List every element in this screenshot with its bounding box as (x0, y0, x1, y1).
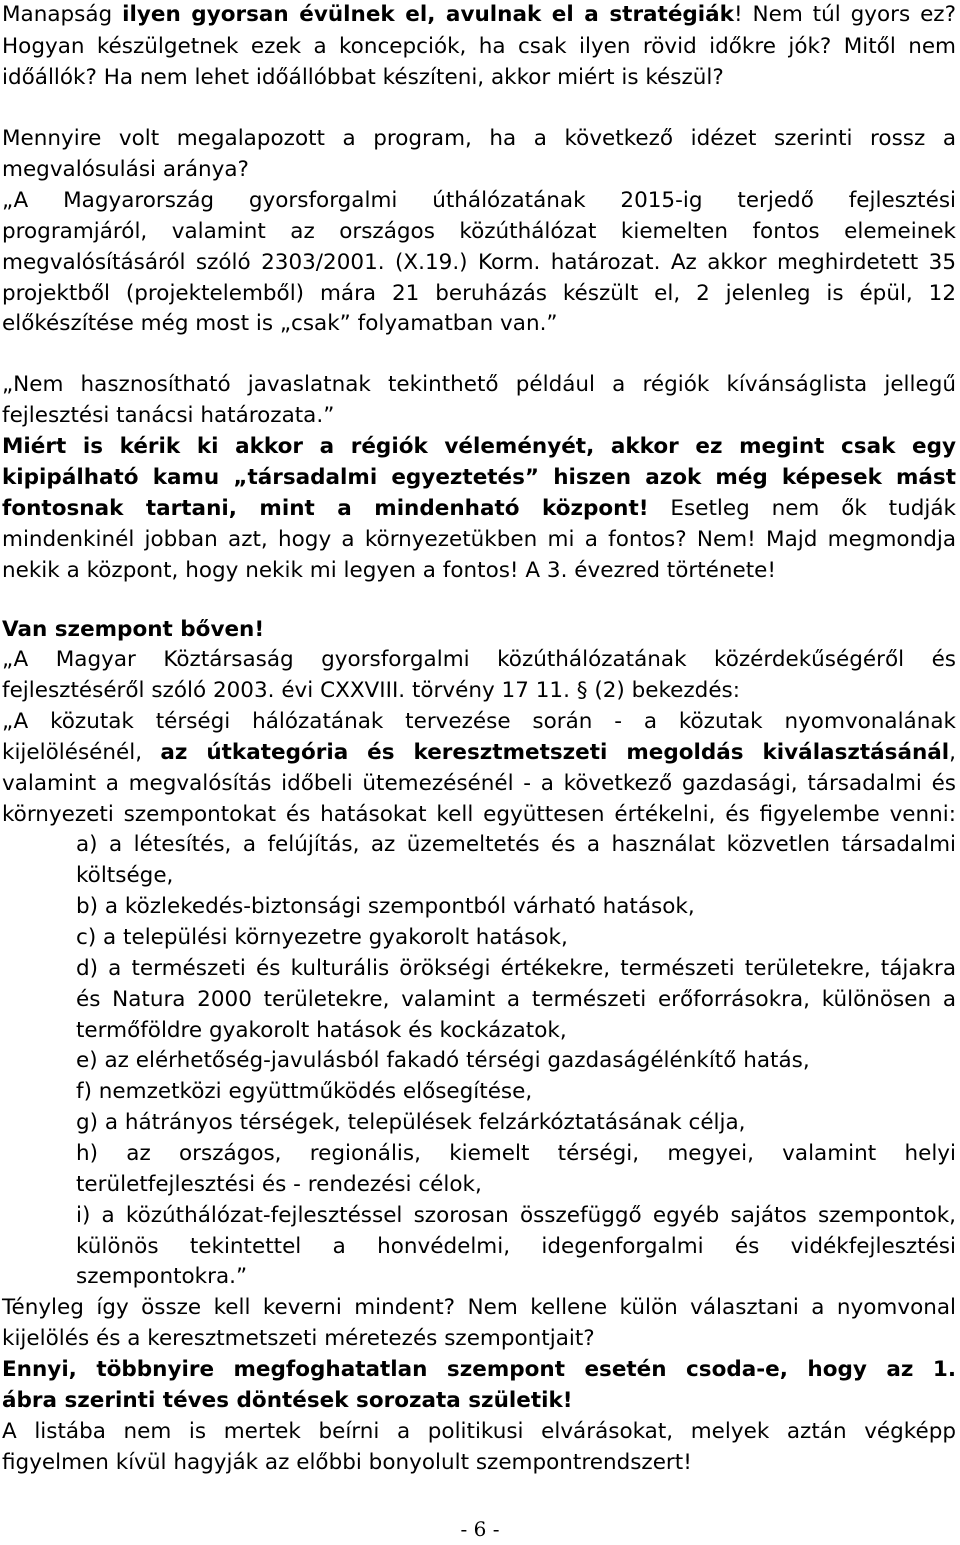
text-line (2, 463, 956, 493)
text-run: g) a hátrányos térségek, települések felzárkóztatásának célja, (76, 1110, 746, 1135)
text-line (2, 63, 956, 93)
bold-text: az útkategória és keresztmetszeti megoldás kiválasztásánál (160, 740, 950, 765)
list-item (76, 1262, 956, 1292)
text-line (2, 432, 956, 462)
text-run: fejlesztési tanácsi határozata.” (2, 403, 335, 428)
text-run: Manapság (2, 2, 123, 27)
text-line (2, 248, 956, 278)
list-item (76, 830, 956, 860)
section-heading (2, 615, 956, 645)
text-run: projektből (projektelemből) mára 21 beruházás készült el, 2 jelenleg is épül, 12 (2, 281, 956, 306)
text-line (2, 186, 956, 216)
text-run: különös tekintettel a honvédelmi, idegenforgalmi és vidékfejlesztési (76, 1234, 956, 1259)
bold-text: Miért is kérik ki akkor a régiók véleményét, akkor ez megint csak egy (2, 434, 956, 459)
text-run: megvalósulási aránya? (2, 157, 249, 182)
text-line (2, 124, 956, 154)
text-line (2, 525, 956, 555)
text-run: fejlesztéséről szóló 2003. évi CXXVIII. törvény 17 11. § (2) bekezdés: (2, 678, 741, 703)
list-item (76, 1232, 956, 1262)
text-line (2, 1324, 956, 1354)
list-item (76, 1077, 956, 1107)
text-run: b) a közlekedés-biztonsági szempontból várható hatások, (76, 894, 695, 919)
text-run: kijelölésénél, (2, 740, 161, 765)
text-run: e) az elérhetőség-javulásból fakadó térségi gazdaságélénkítő hatás, (76, 1048, 810, 1073)
text-run: figyelmen kívül hagyják az előbbi bonyolult szempontrendszert! (2, 1450, 692, 1475)
page-number: - 6 - (460, 1517, 500, 1541)
text-line (2, 676, 956, 706)
text-line (2, 401, 956, 431)
bold-text: ilyen gyorsan évülnek el, avulnak el a stratégiák (122, 2, 734, 27)
text-line (2, 769, 956, 799)
text-run: i) a közúthálózat-fejlesztéssel szorosan összefüggő egyéb sajátos szempontok, (76, 1203, 956, 1228)
text-line (2, 0, 956, 30)
text-line (2, 1417, 956, 1447)
text-run: „A közutak térségi hálózatának tervezése során - a közutak nyomvonalának (2, 709, 956, 734)
text-line (2, 556, 956, 586)
text-run: kijelölés és a keresztmetszeti méretezés szempontjait? (2, 1326, 595, 1351)
text-run: költsége, (76, 863, 174, 888)
bold-text: fontosnak tartani, mint a mindenható központ! (2, 496, 649, 521)
text-run: valamint a megvalósítás időbeli ütemezésénél - a következő gazdasági, társadalmi és (2, 771, 956, 796)
text-run: programjáról, valamint az országos közúthálózat kiemelten fontos elemeinek (2, 219, 956, 244)
bold-text: ábra szerinti téves döntések sorozata születik! (2, 1388, 573, 1413)
list-item (76, 954, 956, 984)
text-line (2, 370, 956, 400)
text-run: A listába nem is mertek beírni a politikusi elvárásokat, melyek aztán végképp (2, 1419, 956, 1444)
text-run: „Nem hasznosítható javaslatnak tekinthető például a régiók kívánságlista jellegű (2, 372, 956, 397)
text-line (2, 309, 956, 339)
text-run: nekik a központ, hogy nekik mi legyen a fontos! A 3. évezred története! (2, 558, 777, 583)
text-line (2, 738, 956, 768)
text-line (2, 494, 956, 524)
text-line (2, 800, 956, 830)
text-run: időállók? Ha nem lehet időállóbbat készíteni, akkor miért is készül? (2, 65, 724, 90)
list-item (76, 985, 956, 1015)
text-run: a) a létesítés, a felújítás, az üzemeltetés és a használat közvetlen társadalmi (76, 832, 956, 857)
list-item (76, 892, 956, 922)
text-run: és Natura 2000 területekre, valamint a természeti erőforrásokra, különösen a (76, 987, 956, 1012)
text-run: Esetleg nem ők tudják (648, 496, 956, 521)
bold-text: kipipálható kamu „társadalmi egyeztetés” hiszen azok még képesek mást (2, 465, 956, 490)
list-item (76, 861, 956, 891)
text-run: szempontokra.” (76, 1264, 248, 1289)
text-run: c) a települési környezetre gyakorolt hatások, (76, 925, 568, 950)
text-line (2, 279, 956, 309)
text-line (2, 32, 956, 62)
text-line (2, 217, 956, 247)
bold-text: Van szempont bőven! (2, 617, 265, 642)
text-run: területfejlesztési és - rendezési célok, (76, 1172, 482, 1197)
text-line (2, 645, 956, 675)
text-run: , (949, 740, 956, 765)
text-run: termőföldre gyakorolt hatások és kockázatok, (76, 1018, 567, 1043)
text-line (2, 1386, 956, 1416)
text-run: „A Magyarország gyorsforgalmi úthálózatának 2015-ig terjedő fejlesztési (2, 188, 956, 213)
text-run: környezeti szempontokat és hatásokat kell együttesen értékelni, és figyelembe venni: (2, 802, 956, 827)
list-item (76, 1139, 956, 1169)
text-line (2, 1355, 956, 1385)
text-run: Tényleg így össze kell keverni mindent? Nem kellene külön választani a nyomvonal (2, 1295, 956, 1320)
text-line (2, 707, 956, 737)
list-item (76, 1016, 956, 1046)
text-run: Hogyan készülgetnek ezek a koncepciók, ha csak ilyen rövid időkre jók? Mitől nem (2, 34, 956, 59)
text-run: „A Magyar Köztársaság gyorsforgalmi közúthálózatának közérdekűségéről és (2, 647, 956, 672)
text-run: f) nemzetközi együttműködés elősegítése, (76, 1079, 533, 1104)
text-line (2, 1448, 956, 1478)
list-item (76, 923, 956, 953)
list-item (76, 1201, 956, 1231)
text-run: mindenkinél jobban azt, hogy a környezetükben mi a fontos? Nem! Majd megmondja (2, 527, 956, 552)
list-item (76, 1046, 956, 1076)
text-run: Mennyire volt megalapozott a program, ha a következő idézet szerinti rossz a (2, 126, 956, 151)
text-run: ! Nem túl gyors ez? (733, 2, 956, 27)
list-item (76, 1108, 956, 1138)
text-line (2, 155, 956, 185)
text-run: d) a természeti és kulturális örökségi értékekre, természeti területekre, tájakra (76, 956, 956, 981)
list-item (76, 1170, 956, 1200)
text-run: h) az országos, regionális, kiemelt térségi, megyei, valamint helyi (76, 1141, 956, 1166)
bold-text: Ennyi, többnyire megfoghatatlan szempont esetén csoda-e, hogy az 1. (2, 1357, 956, 1382)
text-run: előkészítése még most is „csak” folyamatban van.” (2, 311, 558, 336)
text-run: megvalósításáról szóló 2303/2001. (X.19.) Korm. határozat. Az akkor meghirdetett 35 (2, 250, 956, 275)
text-line (2, 1293, 956, 1323)
